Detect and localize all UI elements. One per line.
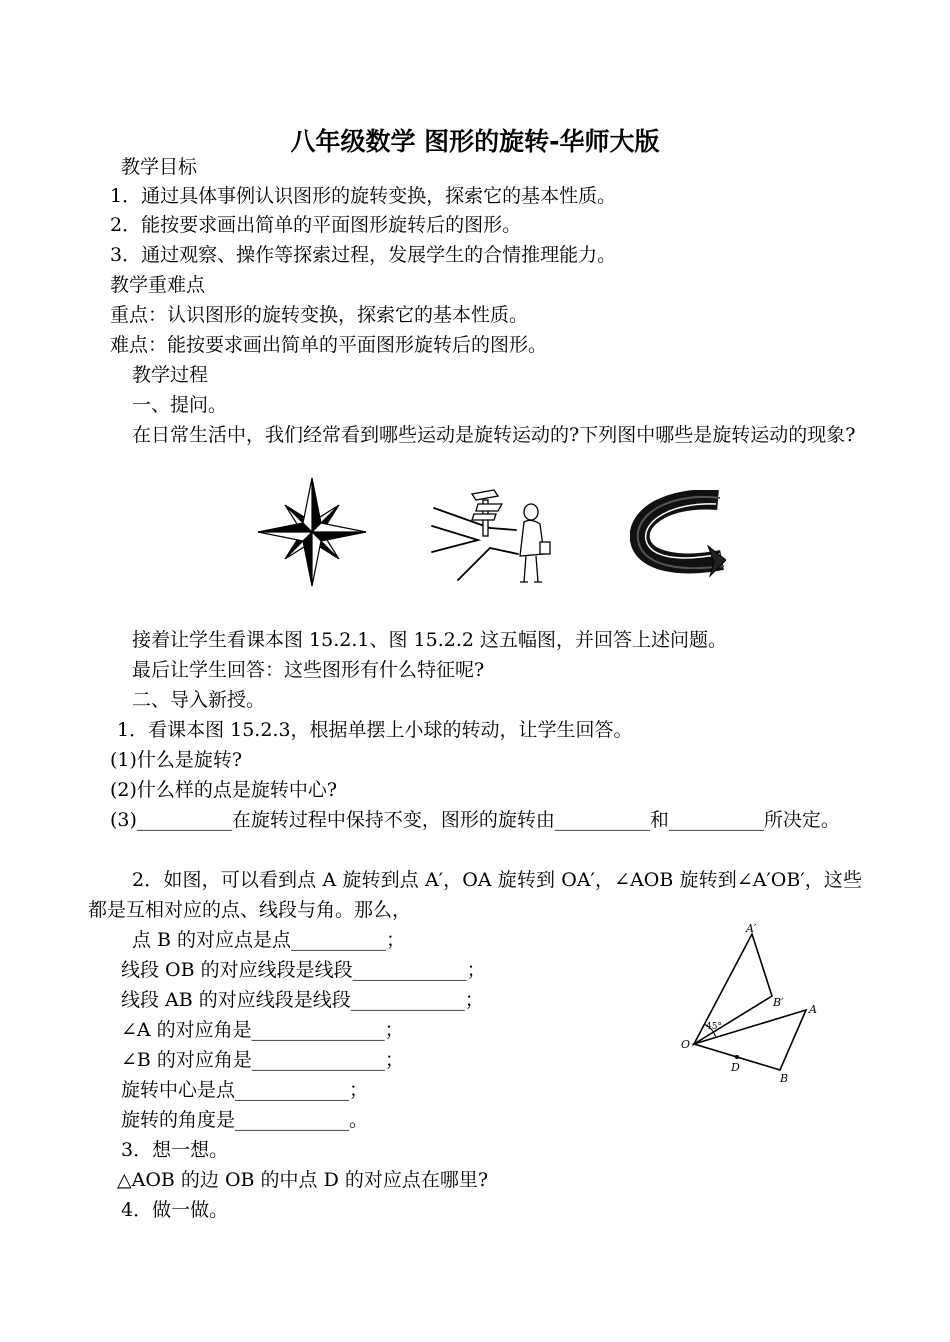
question-2: (2)什么样的点是旋转中心? xyxy=(110,779,338,801)
fill-point-b: 点 B 的对应点是点__________； xyxy=(132,929,406,951)
fill-angle-a: ∠A 的对应角是______________； xyxy=(121,1019,404,1041)
goal-item-2: 2．能按要求画出简单的平面图形旋转后的图形。 xyxy=(110,214,522,236)
goal-item-1: 1．通过具体事例认识图形的旋转变换，探索它的基本性质。 xyxy=(110,185,617,207)
rotation-diagram xyxy=(676,920,822,1088)
goal-heading: 教学目标 xyxy=(121,156,198,178)
point-d-dot xyxy=(735,1055,739,1059)
question-paragraph-text: 在日常生活中，我们经常看到哪些运动是旋转运动的?下列图中哪些是旋转运动的现象? xyxy=(132,424,856,446)
goal-item-3: 3．通过观察、操作等探索过程，发展学生的合情推理能力。 xyxy=(110,244,617,266)
item-3: 3．想一想。 xyxy=(121,1139,229,1161)
question-3-text: (3)__________在旋转过程中保持不变，图形的旋转由__________和__________所决定。 xyxy=(110,809,840,831)
label-a: A xyxy=(809,1003,817,1016)
signpost-person-image xyxy=(428,484,560,590)
final-question: 最后让学生回答：这些图形有什么特征呢? xyxy=(132,659,485,681)
fill-angle-b: ∠B 的对应角是______________； xyxy=(121,1049,404,1071)
document-title: 八年级数学 图形的旋转-华师大版 xyxy=(290,127,660,156)
question-paragraph xyxy=(88,420,862,450)
question-3-paragraph xyxy=(88,805,862,835)
item-4: 4．做一做。 xyxy=(121,1199,229,1221)
question-1: (1)什么是旋转? xyxy=(110,749,243,771)
textbook-line: 接着让学生看课本图 15.2.1、图 15.2.2 这五幅图，并回答上述问题。 xyxy=(132,629,727,651)
section-1-heading: 一、提问。 xyxy=(132,394,228,416)
section-2-heading: 二、导入新授。 xyxy=(132,689,266,711)
fill-segment-ab: 线段 AB 的对应线段是线段____________； xyxy=(121,989,484,1011)
item-2-paragraph xyxy=(88,865,862,925)
key-heading: 教学重难点 xyxy=(110,274,206,296)
fill-rotation-angle: 旋转的角度是____________。 xyxy=(121,1109,369,1131)
compass-rose-image xyxy=(256,476,368,588)
label-d: D xyxy=(731,1061,740,1074)
item-2-text: 2．如图，可以看到点 A 旋转到点 A′，OA 旋转到 OA′，∠AOB 旋转到∠A′OB′，这些都是互相对应的点、线段与角。那么， xyxy=(88,869,862,921)
midpoint-question: △AOB 的边 OB 的中点 D 的对应点在哪里? xyxy=(117,1169,489,1191)
key-point: 重点：认识图形的旋转变换，探索它的基本性质。 xyxy=(110,304,529,326)
process-heading: 教学过程 xyxy=(132,364,209,386)
curved-arrow-image xyxy=(630,490,726,582)
label-b-prime: B′ xyxy=(773,996,784,1009)
fill-segment-ob: 线段 OB 的对应线段是线段____________； xyxy=(121,959,486,981)
angle-label: 45° xyxy=(706,1022,722,1032)
triangle-original xyxy=(694,1010,806,1070)
label-o: O xyxy=(681,1038,691,1051)
label-b: B xyxy=(780,1072,789,1085)
fill-rotation-center: 旋转中心是点____________； xyxy=(121,1079,369,1101)
item-1: 1．看课本图 15.2.3，根据单摆上小球的转动，让学生回答。 xyxy=(117,719,633,741)
label-a-prime: A′ xyxy=(746,922,757,935)
difficult-point: 难点：能按要求画出简单的平面图形旋转后的图形。 xyxy=(110,334,548,356)
